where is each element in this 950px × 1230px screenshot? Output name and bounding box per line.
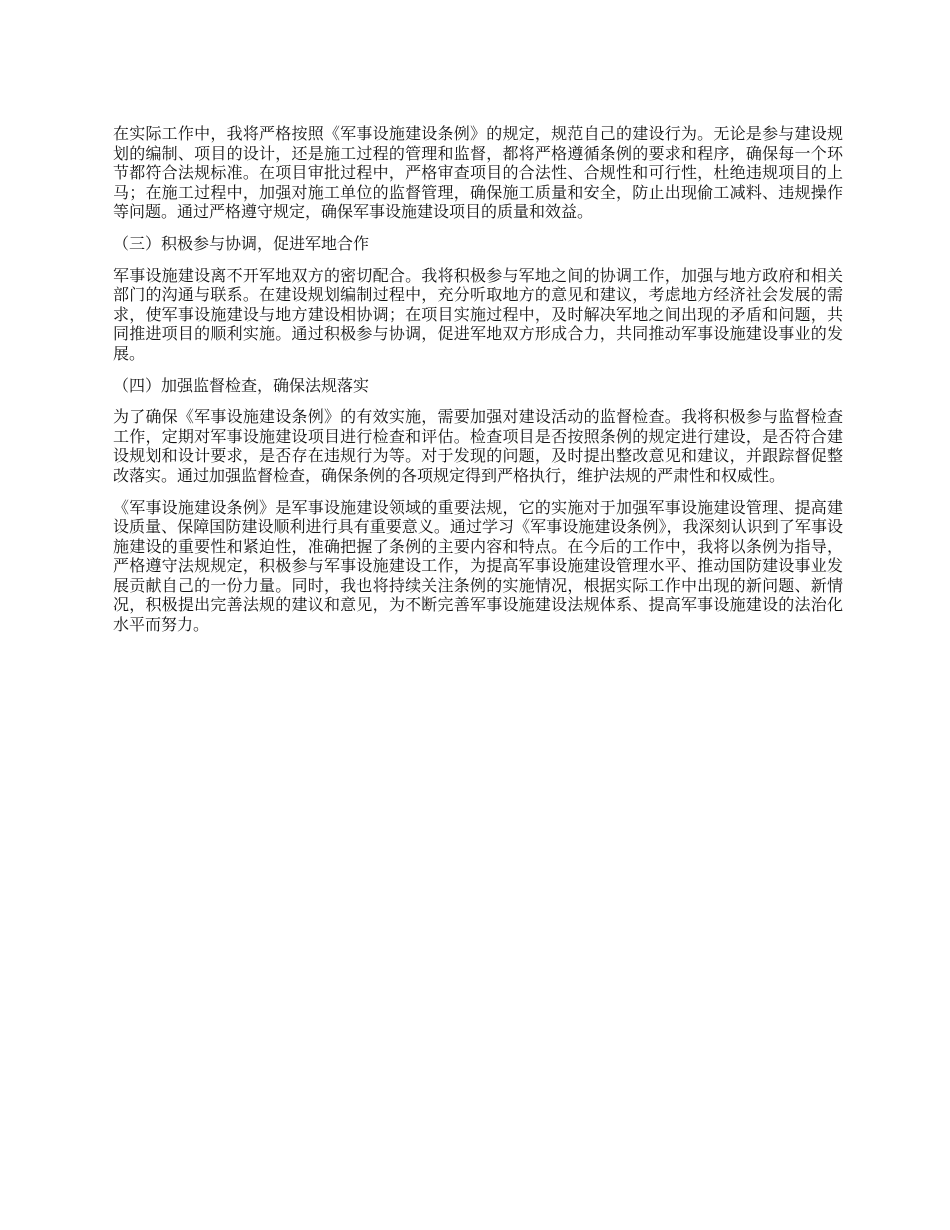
body-paragraph-coordination: 军事设施建设离不开军地双方的密切配合。我将积极参与军地之间的协调工作，加强与地方政府和相关部门的沟通与联系。在建设规划编制过程中，充分听取地方的意见和建议，考虑地方经济社会发展的需求，使军事设施建设与地方建设相协调；在项目实施过程中，及时解决军地之间出现的矛盾和问题，共同推进项目的顺利实施。通过积极参与协调，促进军地双方形成合力，共同推动军事设施建设事业的发展。 (113, 265, 843, 363)
section-heading-coordination: （三）积极参与协调，促进军地合作 (113, 233, 370, 253)
body-paragraph-supervision: 为了确保《军事设施建设条例》的有效实施，需要加强对建设活动的监督检查。我将积极参与监督检查工作，定期对军事设施建设项目进行检查和评估。检查项目是否按照条例的规定进行建设，是否符合建设规划和设计要求，是否存在违规行为等。对于发现的问题，及时提出整改意见和建议，并跟踪督促整改落实。通过加强监督检查，确保条例的各项规定得到严格执行，维护法规的严肃性和权威性。 (113, 407, 843, 485)
section-heading-supervision: （四）加强监督检查，确保法规落实 (113, 375, 370, 395)
body-paragraph-compliance: 在实际工作中，我将严格按照《军事设施建设条例》的规定，规范自己的建设行为。无论是参与建设规划的编制、项目的设计，还是施工过程的管理和监督，都将严格遵循条例的要求和程序，确保每一个环节都符合法规标准。在项目审批过程中，严格审查项目的合法性、合规性和可行性，杜绝违规项目的上马；在施工过程中，加强对施工单位的监督管理，确保施工质量和安全，防止出现偷工减料、违规操作等问题。通过严格遵守规定，确保军事设施建设项目的质量和效益。 (113, 124, 843, 222)
body-paragraph-conclusion: 《军事设施建设条例》是军事设施建设领域的重要法规，它的实施对于加强军事设施建设管理、提高建设质量、保障国防建设顺利进行具有重要意义。通过学习《军事设施建设条例》，我深刻认识到了军事设施建设的重要性和紧迫性，准确把握了条例的主要内容和特点。在今后的工作中，我将以条例为指导，严格遵守法规规定，积极参与军事设施建设工作，为提高军事设施建设管理水平、推动国防建设事业发展贡献自己的一份力量。同时，我也将持续关注条例的实施情况，根据实际工作中出现的新问题、新情况，积极提出完善法规的建议和意见，为不断完善军事设施建设法规体系、提高军事设施建设的法治化水平而努力。 (113, 497, 843, 635)
document-page (113, 124, 843, 647)
